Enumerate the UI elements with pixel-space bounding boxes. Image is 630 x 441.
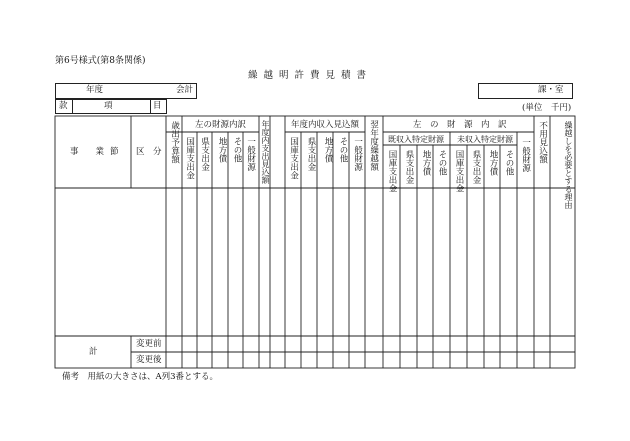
col-sonota3: その他 [437, 150, 447, 176]
col-mishunyu: 未収入特定財源 [457, 135, 513, 144]
col-jigyou: 事 業 [70, 147, 105, 157]
remarks-note: 備考 用紙の大きさは、A列3番とする。 [62, 372, 219, 382]
col-kubun: 区 分 [136, 147, 162, 157]
col-nendonai-shunyu: 年度内収入見込額 [291, 120, 360, 130]
document-title: 繰越明許費見積書 [248, 70, 373, 81]
col-ken: 県支出金 [199, 137, 210, 171]
col-kokko3: 国庫支出金 [387, 150, 397, 193]
col-ippan3: 一般財源 [520, 138, 531, 172]
col-kokko4: 国庫支出金 [454, 150, 464, 193]
col-chihousai4: 地方債 [488, 150, 498, 176]
col-setsu: 節 [110, 147, 119, 157]
col-ippan: 一般財源 [245, 137, 256, 171]
col-sonota: その他 [232, 137, 242, 163]
before-change-label: 変更前 [136, 339, 162, 349]
unit-label: (単位 千円) [522, 103, 572, 113]
col-yokunendo: 翌年度繰越額 [368, 120, 379, 171]
col-sonota2: その他 [338, 137, 348, 163]
kan-label: 款 [59, 101, 68, 111]
col-ken3: 県支出金 [404, 150, 414, 184]
fiscal-year-label: 年度 [86, 85, 104, 95]
col-zaigen-uchiwake: 左の財源内訳 [195, 120, 247, 130]
col-fuyou: 不用見込額 [537, 121, 548, 164]
col-ippan2: 一般財源 [352, 137, 363, 171]
total-label: 計 [89, 347, 98, 357]
col-kokko: 国庫支出金 [184, 137, 195, 180]
col-kishunyu: 既収入特定財源 [388, 135, 444, 144]
col-chihousai3: 地方債 [421, 150, 431, 176]
col-kokko2: 国庫支出金 [288, 137, 299, 180]
moku-label: 目 [153, 101, 162, 111]
col-chihousai2: 地方債 [323, 137, 333, 163]
col-ken4: 県支出金 [471, 150, 481, 184]
col-zaigen-uchiwake2: 左 の 財 源 内 訳 [413, 120, 507, 130]
col-ken2: 県支出金 [306, 137, 316, 171]
col-chihousai: 地方債 [217, 137, 227, 163]
section-label: 課・室 [538, 85, 564, 95]
account-label: 会計 [176, 85, 194, 95]
after-change-label: 変更後 [136, 355, 162, 365]
kou-label: 項 [104, 101, 113, 111]
col-sonota4: その他 [504, 150, 514, 176]
col-riyu: 繰越しを必要とする理由 [564, 121, 573, 209]
form-number: 第6号様式(第8条関係) [55, 56, 146, 66]
col-nendonai-shishutsu: 年度内支出見込額 [261, 120, 270, 184]
col-saishutsu-yosan: 歳出予算額 [169, 121, 180, 164]
